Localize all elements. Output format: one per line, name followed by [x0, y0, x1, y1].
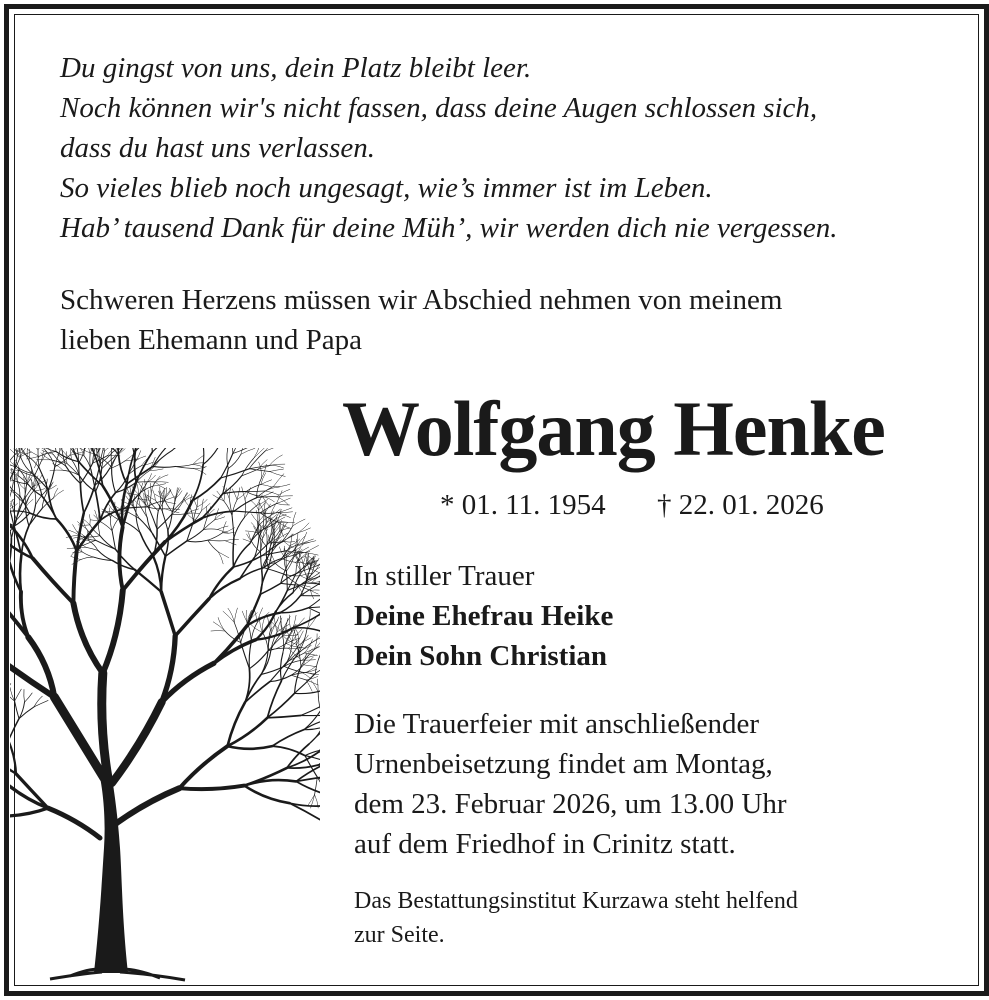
tree-trunk [94, 766, 128, 973]
mourner-son: Dein Sohn Christian [354, 640, 608, 672]
intro-text [60, 280, 940, 360]
intro-line: Schweren Herzens müssen wir Abschied nehmen von meinem [60, 284, 783, 316]
funeral-line: Urnenbeisetzung findet am Montag, [354, 748, 773, 780]
poem-line: Hab’ tausend Dank für deine Müh’, wir werden dich nie vergessen. [60, 212, 838, 244]
poem [60, 48, 940, 248]
poem-line: Du gingst von uns, dein Platz bleibt leer. [60, 52, 532, 84]
bare-tree-icon [10, 448, 320, 983]
funeral-line: auf dem Friedhof in Crinitz statt. [354, 828, 736, 860]
death-date: † 22. 01. 2026 [656, 489, 824, 521]
life-dates [440, 485, 860, 525]
mourning-line: In stiller Trauer [354, 560, 535, 592]
mourner-wife: Deine Ehefrau Heike [354, 600, 614, 632]
deceased-name: Wolfgang Henke [342, 385, 885, 472]
intro-line: lieben Ehemann und Papa [60, 324, 362, 356]
funeral-line: dem 23. Februar 2026, um 13.00 Uhr [354, 788, 787, 820]
funeral-line: Die Trauerfeier mit anschließender [354, 708, 760, 740]
birth-date: * 01. 11. 1954 [440, 489, 606, 521]
undertaker-line: Das Bestattungsinstitut Kurzawa steht helfend [354, 888, 798, 914]
undertaker-note [354, 884, 934, 952]
undertaker-line: zur Seite. [354, 922, 445, 948]
poem-line: Noch können wir's nicht fassen, dass deine Augen schlossen sich, [60, 92, 818, 124]
funeral-info [354, 704, 934, 864]
mourners [354, 556, 934, 676]
tree-roots [50, 969, 185, 980]
poem-line: So vieles blieb noch ungesagt, wie’s immer ist im Leben. [60, 172, 713, 204]
poem-line: dass du hast uns verlassen. [60, 132, 375, 164]
